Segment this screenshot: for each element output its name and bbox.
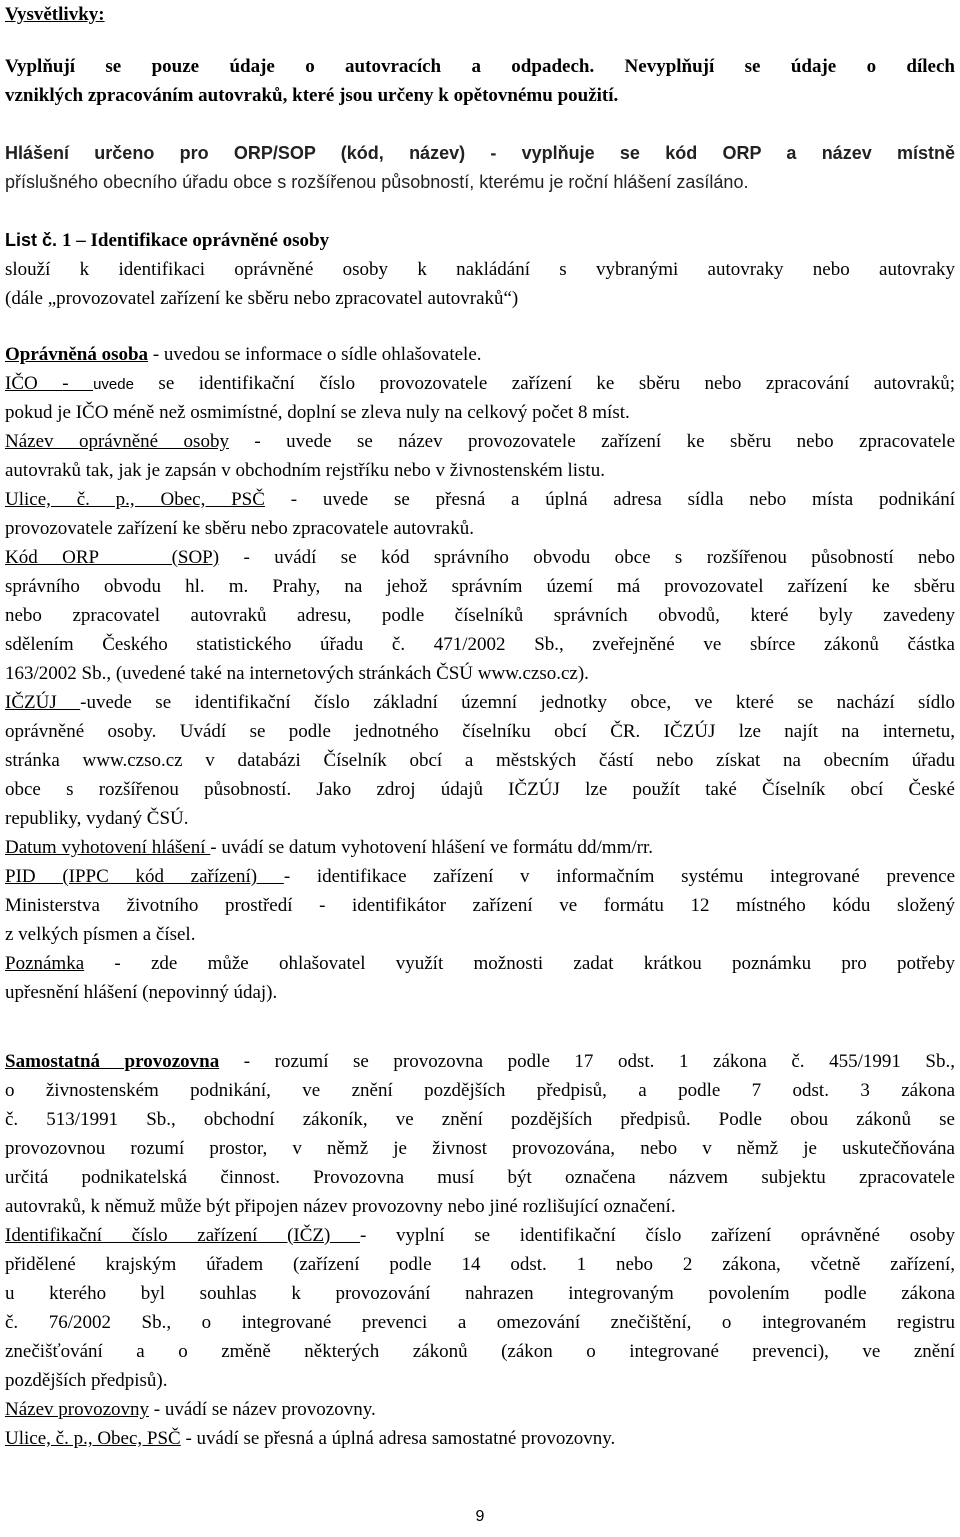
def-line: autovraků tak, jak je zapsán v obchodním rejstříku nebo v živnostenském listu. (5, 460, 605, 481)
def-line: republiky, vydaný ČSÚ. (5, 808, 189, 829)
intro-line: vzniklých zpracováním autovraků, které jsou určeny k opětovnému použití. (5, 85, 619, 106)
term-iczuj: IČZÚJ (5, 692, 81, 713)
document-page (5, 0, 955, 1537)
def-text: se identifikační číslo provozovatele zařízení ke sběru nebo zpracování autovraků; (133, 373, 955, 394)
intro-paragraph (5, 52, 955, 110)
page-number: 9 (475, 1508, 485, 1525)
provozovna-line: č. 513/1991 Sb., obchodní zákoník, ve znění pozdějších předpisů. Podle obou zákonů se (5, 1109, 955, 1130)
heading-block (5, 0, 955, 29)
hlaseni-paragraph (5, 139, 955, 197)
ico-dash: - (62, 373, 94, 394)
def-text: - uvede se název provozovatele zařízení ke sběru nebo zpracovatele (228, 431, 955, 452)
term-opravnena-osoba: Oprávněná osoba (5, 344, 149, 365)
def-nazev-provozovny (5, 1395, 955, 1424)
def-text: -uvede se identifikační číslo základní územní jednotky obce, ve které se nachází sídlo (80, 692, 955, 713)
def-text: - uvádí se kód správního obvodu obce s rozšířenou působností nebo (219, 547, 955, 568)
provozovna-line (5, 1047, 955, 1076)
list1-section (5, 226, 955, 313)
def-line: pozdějších předpisů). (5, 1370, 168, 1391)
def-opravnena (5, 340, 955, 369)
def-ulice (5, 485, 955, 514)
intro-line: Vyplňují se pouze údaje o autovracích a odpadech. Nevyplňují se údaje o dílech (5, 56, 955, 77)
def-line: 163/2002 Sb., (uvedené také na internetových stránkách ČSÚ www.czso.cz). (5, 663, 589, 684)
term-datum: Datum vyhotovení hlášení (5, 837, 211, 858)
list1-title (5, 226, 955, 255)
def-kod (5, 543, 955, 572)
term-icz: Identifikační číslo zařízení (IČZ) (5, 1225, 361, 1246)
provozovna-section (5, 1047, 955, 1453)
def-line: provozovatele zařízení ke sběru nebo zpracovatele autovraků. (5, 518, 474, 539)
def-line: sdělením Českého statistického úřadu č. 471/2002 Sb., zveřejněné ve sbírce zákonů částka (5, 634, 955, 655)
def-iczuj (5, 688, 955, 717)
list1-line: slouží k identifikaci oprávněné osoby k nakládání s vybranými autovraky nebo autovraky (5, 259, 955, 280)
provozovna-text: - rozumí se provozovna podle 17 odst. 1 zákona č. 455/1991 Sb., (219, 1051, 955, 1072)
provozovna-line: autovraků, k němuž může být připojen název provozovny nebo jiné rozlišující označení. (5, 1196, 676, 1217)
def-line: správního obvodu hl. m. Prahy, na jehož správním území má provozovatel zařízení ke sběru (5, 576, 955, 597)
def-text: - identifikace zařízení v informačním systému integrované prevence (283, 866, 955, 887)
term-poznamka: Poznámka (5, 953, 85, 974)
def-ulice-provozovny (5, 1424, 955, 1453)
def-text: - vyplní se identifikační číslo zařízení oprávněné osoby (360, 1225, 955, 1246)
hlaseni-line (5, 139, 955, 168)
term-ico: IČO (5, 373, 63, 394)
def-poznamka (5, 949, 955, 978)
def-datum (5, 833, 955, 862)
def-text: - uvádí se datum vyhotovení hlášení ve formátu dd/mm/rr. (210, 837, 653, 858)
list1-title-plain: List č. (5, 230, 63, 250)
provozovna-line: o živnostenském podnikání, ve znění pozdějších předpisů, a podle 7 odst. 3 zákona (5, 1080, 955, 1101)
def-line: přidělené krajským úřadem (zařízení podle 14 odst. 1 nebo 2 zákona, včetně zařízení, (5, 1254, 955, 1275)
def-nazev (5, 427, 955, 456)
ico-uvede: uvede (93, 376, 134, 393)
def-text: - uvede se přesná a úplná adresa sídla nebo místa podnikání (264, 489, 955, 510)
def-text: - zde může ohlašovatel využít možnosti zadat krátkou poznámku pro potřeby (84, 953, 955, 974)
def-line: z velkých písmen a čísel. (5, 924, 196, 945)
term-samostatna-provozovna: Samostatná provozovna (5, 1051, 220, 1072)
term-pid: PID (IPPC kód zařízení) (5, 866, 284, 887)
page-heading: Vysvětlivky: (5, 4, 105, 25)
provozovna-line: určitá podnikatelská činnost. Provozovna musí být označena názvem subjektu zpracovatele (5, 1167, 955, 1188)
term-ulice-provozovny: Ulice, č. p., Obec, PSČ (5, 1428, 181, 1449)
def-icz (5, 1221, 955, 1250)
list1-title-bold: 1 – Identifikace oprávněné osoby (62, 230, 330, 251)
def-text: - uvedou se informace o sídle ohlašovatele. (148, 344, 482, 365)
def-line: stránka www.czso.cz v databázi Číselník obcí a městských částí nebo získat na obecním úřadu (5, 750, 955, 771)
def-line: č. 76/2002 Sb., o integrované prevenci a omezování znečištění, o integrovaném registru (5, 1312, 955, 1333)
def-line: pokud je IČO méně než osmimístné, doplní se zleva nuly na celkový počet 8 míst. (5, 402, 630, 423)
def-line: nebo zpracovatel autovraků adresu, podle číselníků správních obvodů, které byly zavedeny (5, 605, 955, 626)
term-kod-orp: Kód ORP (SOP) (5, 547, 220, 568)
def-line: Ministerstva životního prostředí - identifikátor zařízení ve formátu 12 místného kódu složený (5, 895, 955, 916)
def-pid (5, 862, 955, 891)
def-ico (5, 369, 955, 398)
def-line: obce s rozšířenou působností. Jako zdroj údajů IČZÚJ lze použít také Číselník obcí České (5, 779, 955, 800)
list1-line: (dále „provozovatel zařízení ke sběru nebo zpracovatel autovraků“) (5, 288, 519, 309)
term-nazev-provozovny: Název provozovny (5, 1399, 150, 1420)
def-line: u kterého byl souhlas k provozování nahrazen integrovaným povolením podle zákona (5, 1283, 955, 1304)
provozovna-line: provozovnou rozumí prostor, v němž je živnost provozována, nebo v němž je uskutečňována (5, 1138, 955, 1159)
hlaseni-line: příslušného obecního úřadu obce s rozšířenou působností, kterému je roční hlášení zasíláno. (5, 172, 749, 192)
hlaseni-text: Hlášení určeno pro ORP/SOP (kód, název) - vyplňuje se kód ORP a název místně (5, 143, 955, 163)
term-nazev-opravnene-osoby: Název oprávněné osoby (5, 431, 229, 452)
term-ulice: Ulice, č. p., Obec, PSČ (5, 489, 265, 510)
definitions-section (5, 340, 955, 1007)
def-text: - uvádí se přesná a úplná adresa samostatné provozovny. (180, 1428, 616, 1449)
def-line: znečišťování a o změně některých zákonů (zákon o integrované prevenci), ve znění (5, 1341, 955, 1362)
def-text: - uvádí se název provozovny. (149, 1399, 376, 1420)
def-line: upřesnění hlášení (nepovinný údaj). (5, 982, 278, 1003)
def-line: oprávněné osoby. Uvádí se podle jednotného číselníku obcí ČR. IČZÚJ lze najít na internetu, (5, 721, 955, 742)
